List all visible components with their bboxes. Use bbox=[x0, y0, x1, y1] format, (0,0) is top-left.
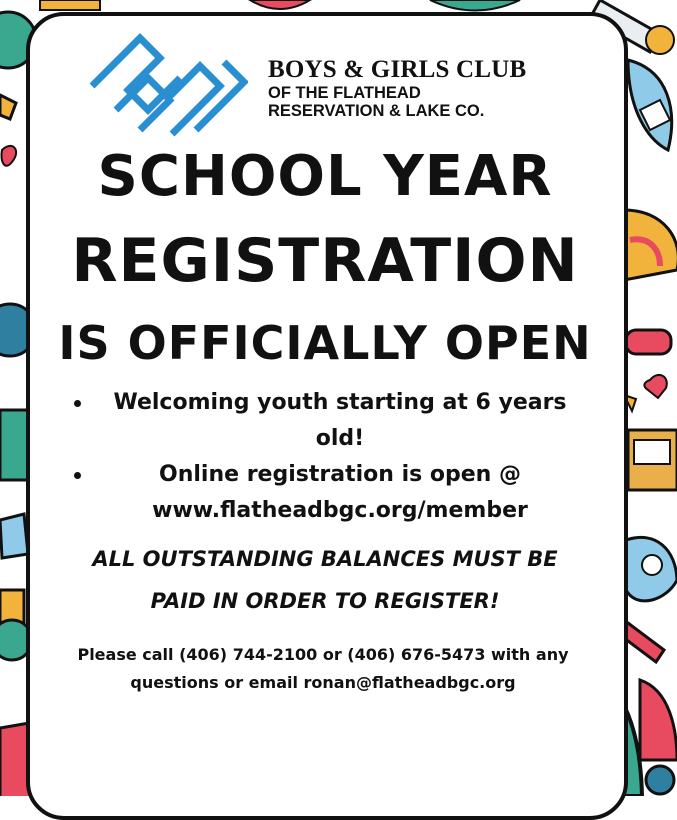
organization-name: BOYS & GIRLS CLUB bbox=[268, 56, 527, 83]
contact-line-2: questions or email ronan@flatheadbgc.org bbox=[130, 673, 516, 692]
info-bullet-list bbox=[60, 385, 580, 529]
bullet-age bbox=[60, 385, 580, 457]
contact-line-1: Please call (406) 744-2100 or (406) 676-5473 with any bbox=[77, 645, 569, 664]
contact-info bbox=[28, 641, 618, 697]
organization-name-block bbox=[268, 56, 526, 120]
bullet-age-text: Welcoming youth starting at 6 years old! bbox=[113, 390, 567, 451]
headline-line-1: SCHOOL YEAR bbox=[97, 144, 553, 209]
balance-notice-line-1: ALL OUTSTANDING BALANCES MUST BE bbox=[92, 547, 558, 571]
organization-subtitle-2: RESERVATION & LAKE CO. bbox=[268, 102, 485, 120]
bullet-dot bbox=[74, 400, 81, 407]
bullet-dot bbox=[74, 472, 81, 479]
organization-subtitle-1: OF THE FLATHEAD bbox=[268, 84, 421, 102]
balance-notice bbox=[26, 538, 624, 622]
headline-line-3: IS OFFICIALLY OPEN bbox=[58, 316, 592, 370]
bullet-online-registration bbox=[60, 457, 580, 529]
headline-line-2: REGISTRATION bbox=[71, 226, 579, 296]
bullet-online-registration-text: Online registration is open @ www.flatheadbgc.org/member bbox=[152, 462, 528, 523]
balance-notice-line-2: PAID IN ORDER TO REGISTER! bbox=[150, 589, 500, 613]
boys-girls-club-logo-icon bbox=[88, 30, 248, 138]
